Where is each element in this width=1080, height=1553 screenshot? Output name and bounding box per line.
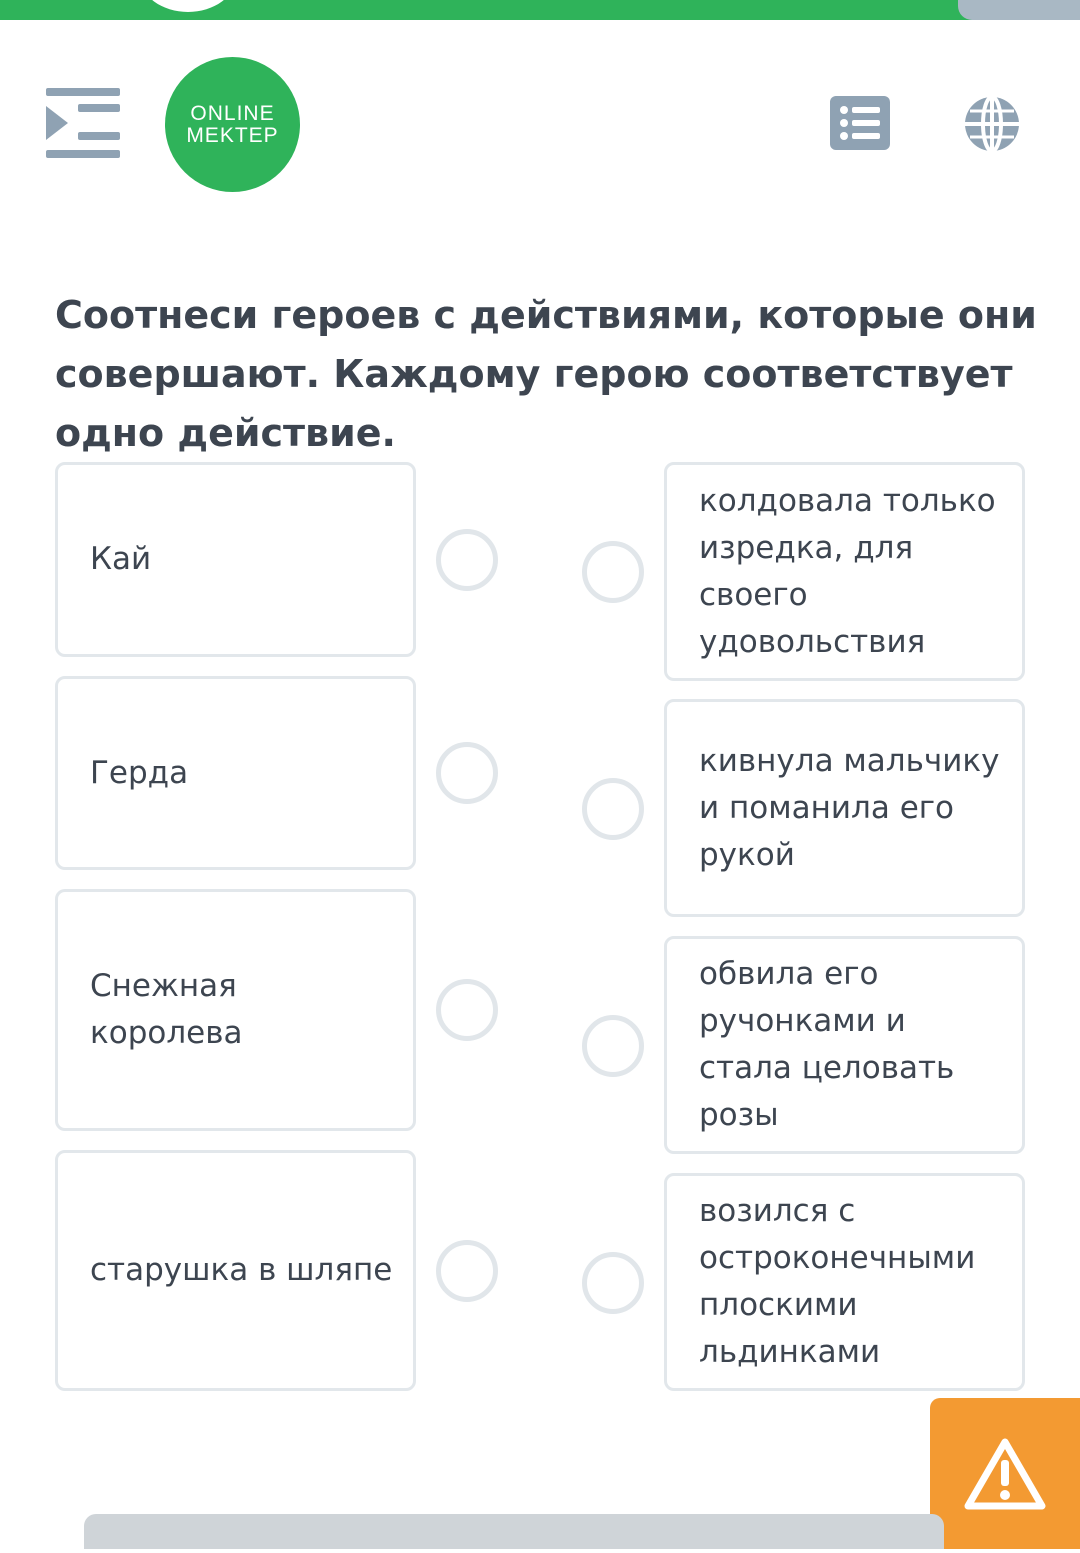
left-item-label: Кай xyxy=(90,541,152,577)
logo-text-line1: ONLINE xyxy=(190,101,275,125)
online-mektep-logo[interactable] xyxy=(165,57,300,192)
left-connector-2[interactable] xyxy=(436,742,498,804)
question-text: Соотнеси героев с действиями, которые они совершают. Каждому герою соответствует одно действие. xyxy=(55,293,1037,455)
top-avatar-shape xyxy=(140,0,236,12)
right-connector-4[interactable] xyxy=(582,1252,644,1314)
left-item-label: старушка в шляпе xyxy=(90,1252,393,1288)
language-button[interactable] xyxy=(962,94,1022,154)
top-right-tab xyxy=(958,0,1080,20)
right-item-label: колдовала только изредка, для своего удовольствия xyxy=(699,482,996,660)
globe-icon xyxy=(962,94,1022,154)
right-item-4[interactable] xyxy=(664,1173,1025,1391)
right-item-label: обвила его ручонками и стала целовать розы xyxy=(699,956,955,1133)
right-item-2[interactable] xyxy=(664,699,1025,917)
report-problem-button[interactable] xyxy=(930,1398,1080,1549)
left-item-label: Герда xyxy=(90,754,189,791)
menu-expand-icon xyxy=(44,86,124,162)
left-item-old-woman[interactable] xyxy=(55,1150,416,1391)
menu-expand-button[interactable] xyxy=(44,86,124,162)
right-item-label: кивнула мальчику и поманила его рукой xyxy=(699,742,1000,873)
task-list-button[interactable] xyxy=(830,96,890,150)
left-connector-3[interactable] xyxy=(436,979,498,1041)
right-item-3[interactable] xyxy=(664,936,1025,1154)
right-connector-3[interactable] xyxy=(582,1015,644,1077)
list-icon xyxy=(830,96,890,150)
left-connector-1[interactable] xyxy=(436,529,498,591)
right-item-1[interactable] xyxy=(664,462,1025,681)
left-item-snow-queen[interactable] xyxy=(55,889,416,1131)
left-item-label: Снежная королева xyxy=(90,968,243,1051)
right-item-label: возился с остроконечными плоскими льдинками xyxy=(699,1193,976,1370)
right-connector-1[interactable] xyxy=(582,541,644,603)
logo-text-line2: MEKTEP xyxy=(186,123,279,147)
left-connector-4[interactable] xyxy=(436,1240,498,1302)
right-connector-2[interactable] xyxy=(582,778,644,840)
left-item-kai[interactable] xyxy=(55,462,416,657)
top-progress-bar xyxy=(0,0,1080,20)
left-item-gerda[interactable] xyxy=(55,676,416,870)
bottom-navigation-bar xyxy=(84,1514,944,1549)
warning-icon xyxy=(930,1398,1080,1549)
